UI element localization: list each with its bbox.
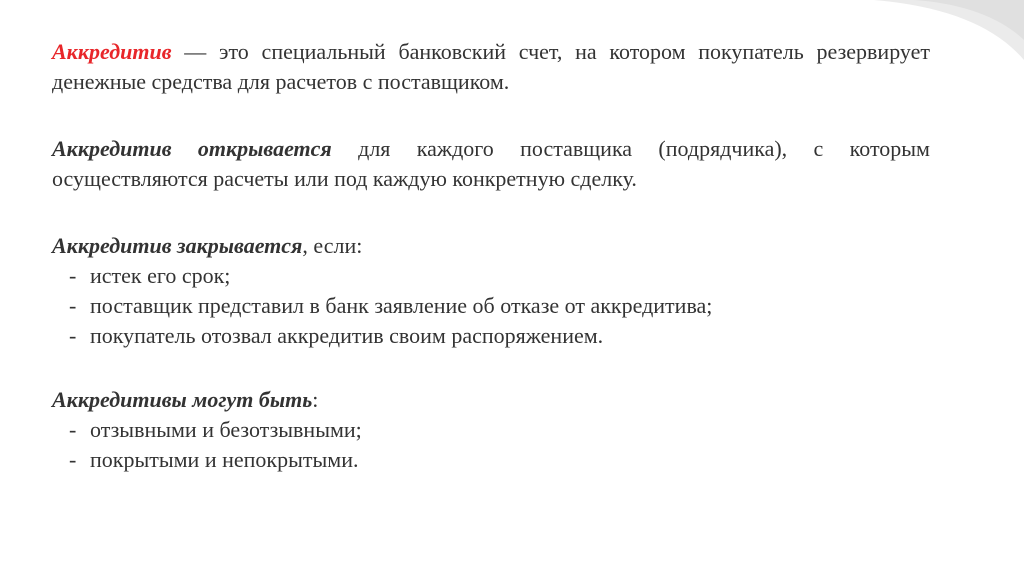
definition-text: — это специальный банковский счет, на котором покупатель резервирует денежные средства для расчетов с поставщиком. <box>52 39 930 94</box>
list-item <box>52 291 930 321</box>
types-heading <box>52 385 930 415</box>
opening-term: Аккредитив открывается <box>52 136 332 161</box>
closing-suffix: , если: <box>302 233 363 258</box>
list-item-text: поставщик представил в банк заявление об отказе от аккредитива; <box>90 293 713 318</box>
list-item-text: покрытыми и непокрытыми. <box>90 447 359 472</box>
definition-paragraph <box>52 37 930 97</box>
list-dash: - <box>69 447 77 472</box>
types-list <box>52 415 930 475</box>
list-item <box>52 415 930 445</box>
spacer <box>52 194 930 231</box>
list-item-text: отзывными и безотзывными; <box>90 417 362 442</box>
list-dash: - <box>69 417 77 442</box>
list-item <box>52 445 930 475</box>
types-term: Аккредитивы могут быть <box>52 387 313 412</box>
list-item-text: покупатель отозвал аккредитив своим распоряжением. <box>90 323 604 348</box>
list-item <box>52 261 930 291</box>
types-suffix: : <box>312 387 319 412</box>
opening-paragraph <box>52 134 930 194</box>
list-dash: - <box>69 263 77 288</box>
spacer <box>52 97 930 134</box>
list-item-text: истек его срок; <box>90 263 231 288</box>
closing-term: Аккредитив закрывается <box>52 233 303 258</box>
slide-content <box>52 37 930 475</box>
closing-list <box>52 261 930 351</box>
closing-heading <box>52 231 930 261</box>
list-item <box>52 321 930 351</box>
opening-text: для каждого поставщика (подрядчика), с которым осуществляются расчеты или под каждую конкретную сделку. <box>52 136 930 191</box>
spacer <box>52 351 930 385</box>
definition-term: Аккредитив <box>52 39 172 64</box>
list-dash: - <box>69 293 77 318</box>
list-dash: - <box>69 323 77 348</box>
